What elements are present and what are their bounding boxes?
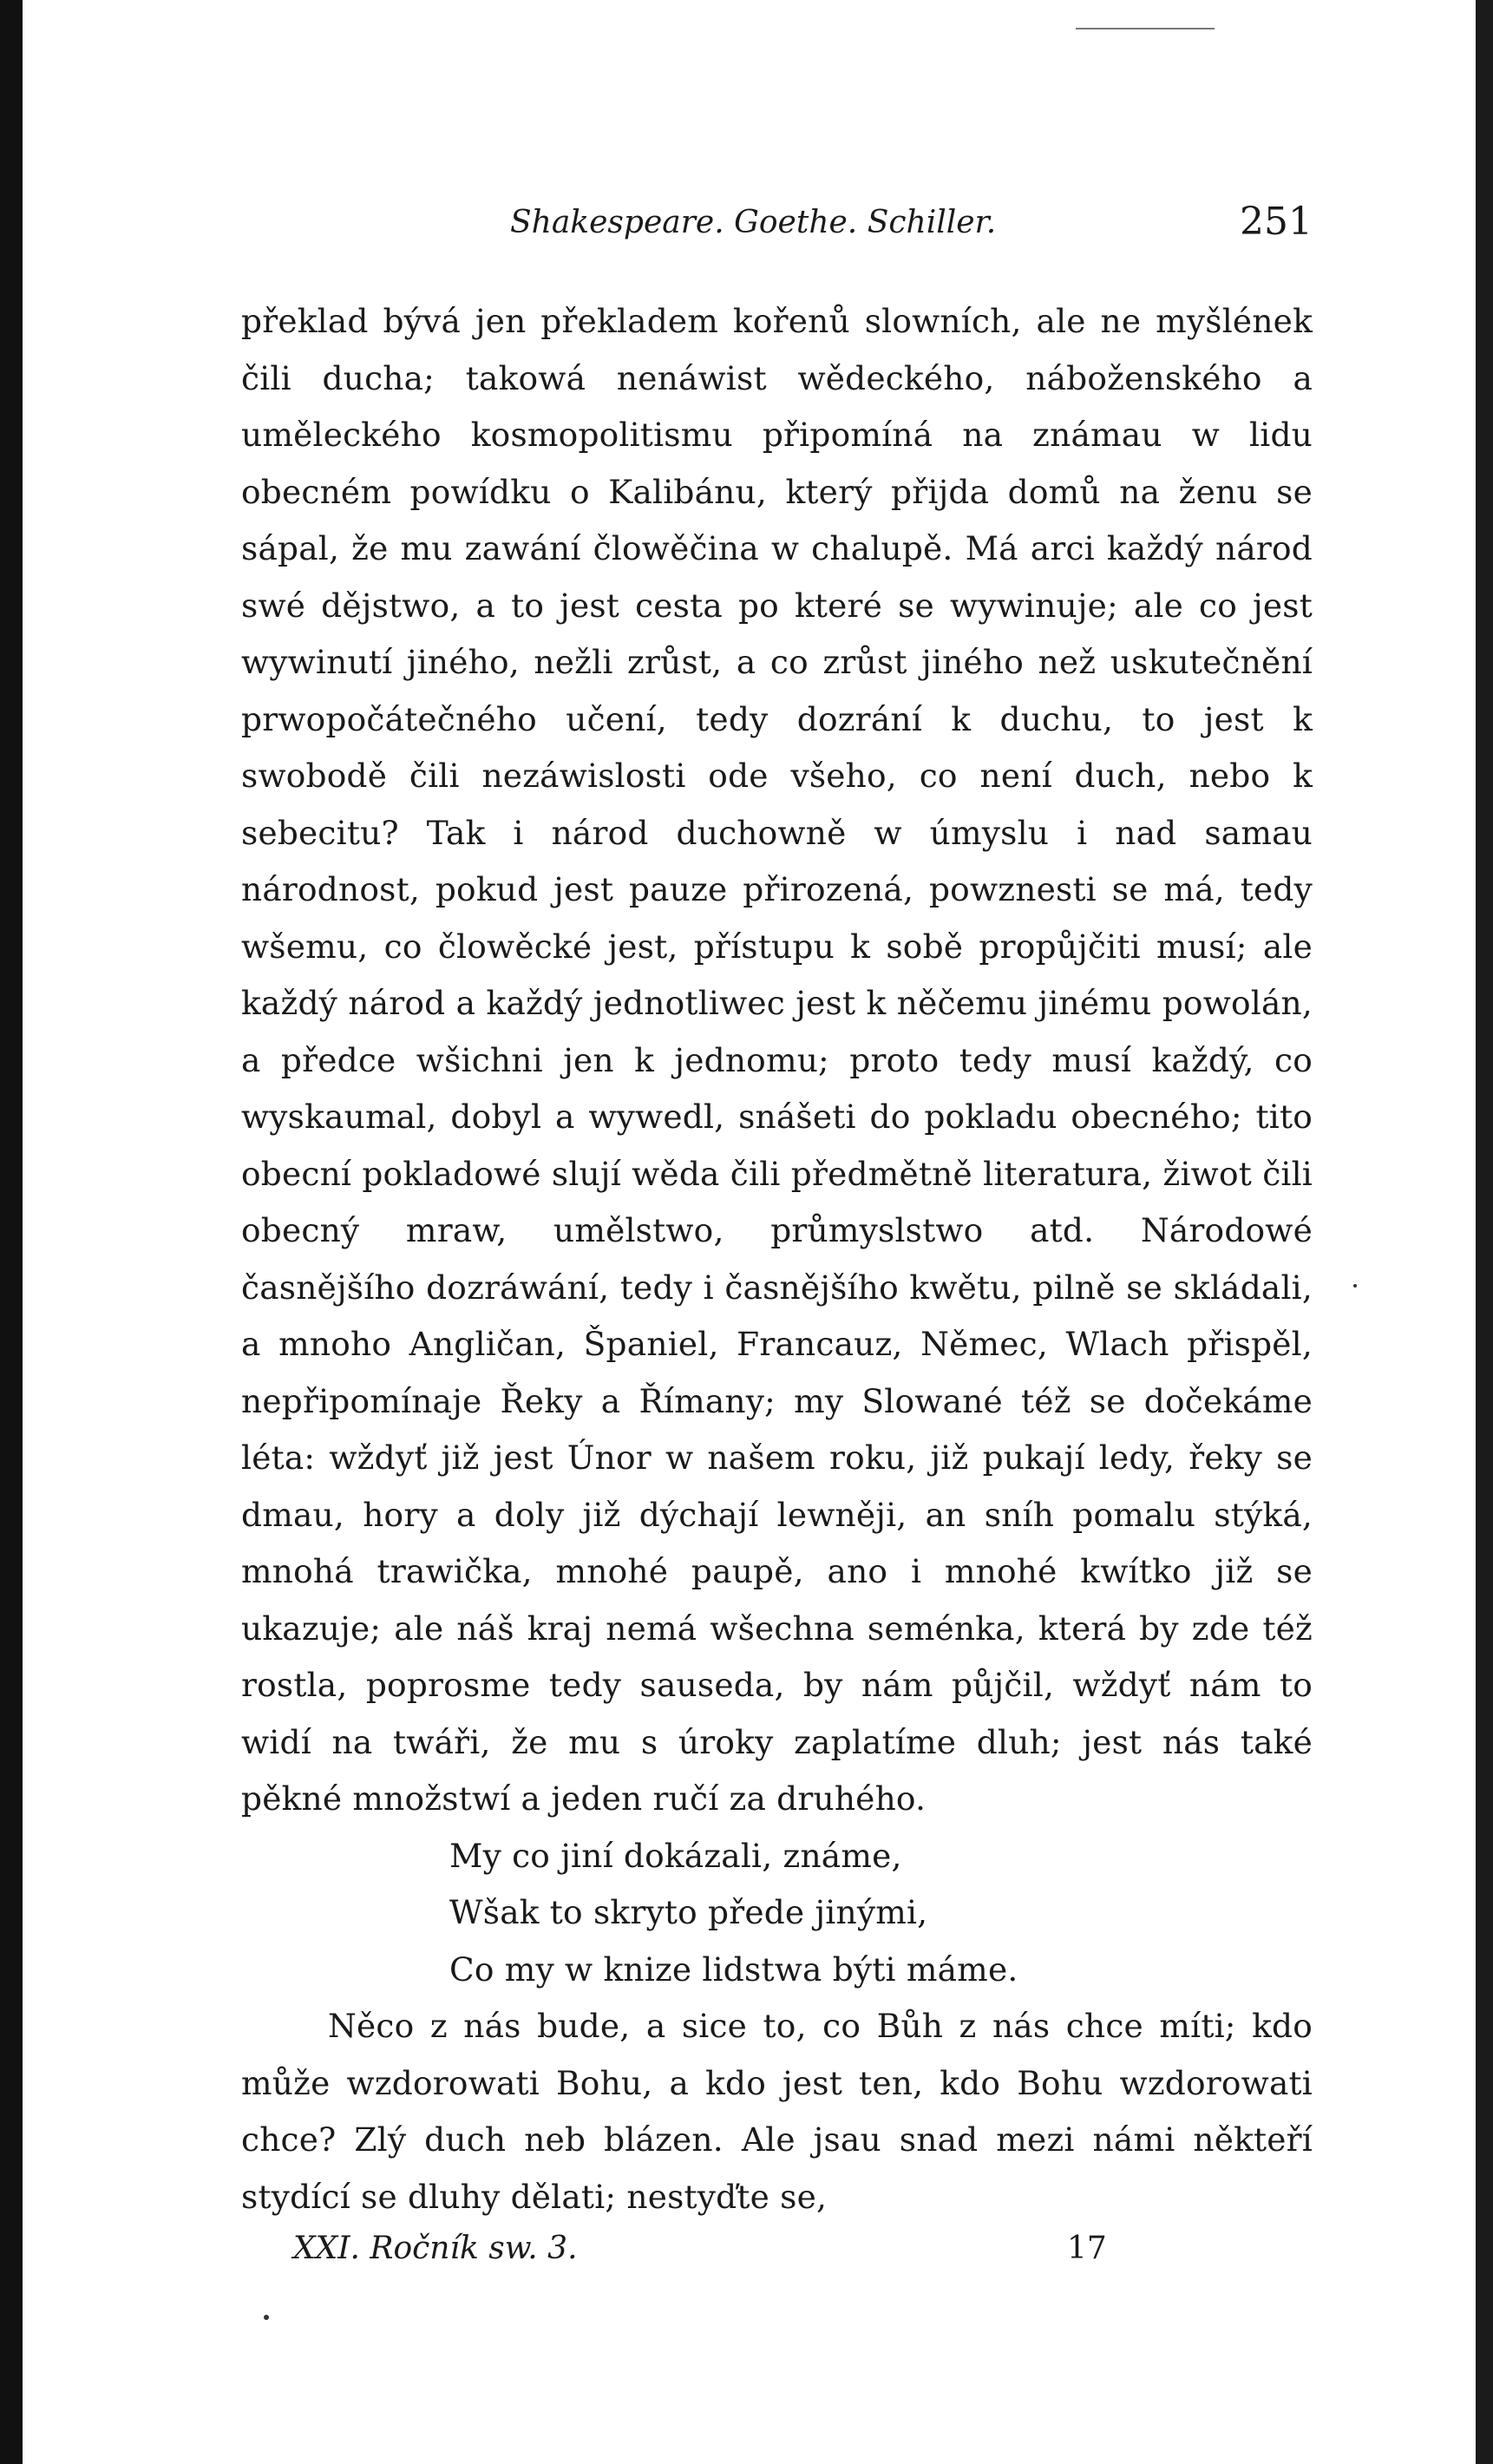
running-title: Shakespeare. Goethe. Schiller. [510,205,997,240]
print-speck [264,2315,269,2320]
scan-mark [1076,28,1215,29]
verse-block [241,1828,1313,1999]
verse-line: Co my w knize lidstwa býti máme. [449,1950,1018,1989]
book-spine-shadow [0,0,23,2464]
page-number: 251 [1240,200,1313,244]
sheet-signature: XXI. Ročník sw. 3. [293,2231,578,2266]
closing-paragraph: Něco z nás bude, a sice to, co Bůh z nás chce míti; kdo může wzdorowati Bohu, a kdo jest ten, kdo Bohu wzdorowati chce? Zlý duch neb blázen. Ale jsau snad mezi námi někteří stydící se dluhy dělati; nestyďte se, [241,2007,1313,2216]
print-speck [1353,1284,1357,1288]
book-page [241,200,1313,2283]
sheet-number: 17 [1067,2231,1107,2266]
running-head [241,200,1313,252]
body-text [241,293,1313,2225]
verse-line: My co jiní dokázali, známe, [449,1836,902,1875]
main-paragraph: překlad bývá jen překladem kořenů slowních, ale ne myšlének čili ducha; takowá nenáwist wědeckého, náboženského a uměleckého kosmopolitismu připomíná na známau w lidu obecném powídku o Kalibánu, který přijda domů na ženu se sápal, že mu zawání člowěčina w chalupě. Má arci každý národ swé dějstwo, a to jest cesta po které se wywinuje; ale co jest wywinutí jiného, nežli zrůst, a co zrůst jiného než uskutečnění prwopočátečného učení, tedy dozrání k duchu, to jest k swobodě čili nezáwislosti ode všeho, co není duch, nebo k sebecitu? Tak i národ duchowně w úmyslu i nad samau národnost, pokud jest pauze přirozená, powznesti se má, tedy wšemu, co člowěcké jest, přístupu k sobě propůjčiti musí; ale každý národ a každý jednotliwec jest k něčemu jinému powolán, a předce wšichni jen k jednomu; proto tedy musí každý, co wyskaumal, dobyl a wywedl, snášeti do pokladu obecného; tito obecní pokladowé slují wěda čili předmětně literatura, žiwot čili obecný mraw, umělstwo, průmyslstwo atd. Národowé časnějšího dozráwání, tedy i časnějšího kwětu, pilně se skládali, a mnoho Angličan, Španiel, Francauz, Němec, Wlach přispěl, nepřipomínaje Řeky a Římany; my Slowané též se dočekáme léta: wždyť již jest Únor w našem roku, již pukají ledy, řeky se dmau, hory a doly již dýchají lewněji, an sníh pomalu stýká, mnohá trawička, mnohé paupě, ano i mnohé kwítko již se ukazuje; ale náš kraj nemá wšechna seménka, která by zde též rostla, poprosme tedy sauseda, by nám půjčil, wždyť nám to widí na twáři, že mu s úroky zaplatíme dluh; jest nás také pěkné množstwí a jeden ručí za druhého. [241,302,1313,1818]
verse-line: Wšak to skryto přede jinými, [449,1893,928,1931]
page-footer [241,2231,1313,2283]
page-edge-shadow [1476,0,1493,2464]
